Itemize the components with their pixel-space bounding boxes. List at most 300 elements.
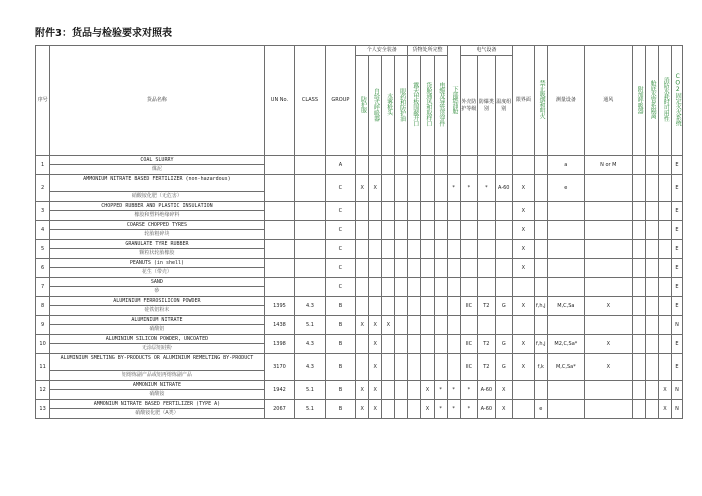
cell-c4: [395, 278, 408, 297]
cell-c1: [356, 354, 369, 381]
col-header-class: CLASS: [295, 46, 325, 156]
table-row: [36, 354, 683, 381]
cell-c4: [395, 316, 408, 335]
row-number: 5: [36, 240, 50, 259]
cell-c16: [658, 335, 671, 354]
col-header-un: UN No.: [264, 46, 294, 156]
cell-c8: [447, 221, 460, 240]
col-header-hatch: 露天甲板围蔽开口: [408, 56, 421, 156]
cell-cls: 5.1: [295, 316, 325, 335]
cell-un: 1398: [264, 335, 294, 354]
cell-c1: [356, 297, 369, 316]
cell-c6: [421, 240, 434, 259]
cell-c1: [356, 335, 369, 354]
cargo-name-cell: [50, 240, 265, 259]
cell-c12: X: [512, 259, 534, 278]
cell-c2: [369, 259, 382, 278]
cell-c13: [534, 240, 547, 259]
cargo-name-en: AMMONIUM NITRATE BASED FERTILIZER (TYPE A): [50, 400, 264, 409]
cell-c1: [356, 156, 369, 175]
cargo-name-en: AMMONIUM NITRATE BASED FERTILIZER (non-hazardous): [50, 175, 264, 192]
cell-c2: [369, 156, 382, 175]
cell-grp: B: [325, 354, 355, 381]
cell-c9: IIC: [460, 354, 477, 381]
col-header-breathing: 自给式呼吸器: [369, 56, 382, 156]
cell-v: [584, 202, 632, 221]
cell-cls: [295, 202, 325, 221]
cell-c17: E: [671, 354, 682, 381]
cell-c12: [512, 400, 534, 419]
cell-c14: [632, 278, 645, 297]
cell-grp: A: [325, 156, 355, 175]
cell-c4: [395, 202, 408, 221]
cell-c11: [495, 221, 512, 240]
cell-c5: [408, 221, 421, 240]
cell-c13: e: [534, 400, 547, 419]
cargo-name-cell: [50, 259, 265, 278]
cell-m: M,C,Sa: [547, 297, 584, 316]
cell-grp: B: [325, 381, 355, 400]
cell-c6: [421, 175, 434, 202]
cell-c3: [382, 297, 395, 316]
cell-c13: [534, 316, 547, 335]
cargo-name-en: GRANULATE TYRE RUBBER: [50, 240, 264, 249]
cell-c14: [632, 400, 645, 419]
cell-c9: IIC: [460, 335, 477, 354]
cell-c7: [434, 202, 447, 221]
cell-c15: [645, 259, 658, 278]
cell-c11: [495, 240, 512, 259]
cell-c9: [460, 316, 477, 335]
cell-cls: [295, 278, 325, 297]
cell-c14: [632, 156, 645, 175]
cell-c7: [434, 259, 447, 278]
cell-c16: [658, 202, 671, 221]
cell-c15: [645, 175, 658, 202]
cell-c12: [512, 381, 534, 400]
col-header-vent-open: 货舱通风和取样口: [421, 56, 434, 156]
cell-c12: X: [512, 240, 534, 259]
cell-cls: 4.3: [295, 335, 325, 354]
cell-m: M2,C,Sa*: [547, 335, 584, 354]
cargo-name-cell: [50, 335, 265, 354]
table-row: [36, 297, 683, 316]
cell-c3: [382, 278, 395, 297]
cell-c16: [658, 316, 671, 335]
table-row: [36, 156, 683, 175]
cell-c2: X: [369, 381, 382, 400]
cell-c1: X: [356, 400, 369, 419]
cell-c9: [460, 240, 477, 259]
col-header-waterspray: 消防水耗时可用性: [658, 46, 671, 156]
cell-c6: [421, 335, 434, 354]
cell-c10: [478, 278, 495, 297]
cell-c17: E: [671, 240, 682, 259]
cell-c6: [421, 221, 434, 240]
cell-c7: [434, 278, 447, 297]
cell-c17: N: [671, 400, 682, 419]
cell-c5: [408, 354, 421, 381]
cell-c13: [534, 259, 547, 278]
cell-c2: [369, 202, 382, 221]
cell-c10: *: [478, 175, 495, 202]
cell-c9: [460, 278, 477, 297]
cell-un: [264, 202, 294, 221]
cell-c4: [395, 381, 408, 400]
cell-c10: [478, 316, 495, 335]
cargo-name-cn: 砂: [154, 288, 160, 294]
cell-m: [547, 259, 584, 278]
col-header-boundary: 限界面: [512, 46, 534, 156]
cell-c13: f,h,j: [534, 335, 547, 354]
cell-c16: X: [658, 381, 671, 400]
cargo-name-cell: [50, 278, 265, 297]
cell-c5: [408, 400, 421, 419]
cell-v: [584, 278, 632, 297]
cell-c8: [447, 278, 460, 297]
cell-c13: [534, 381, 547, 400]
row-number: 12: [36, 381, 50, 400]
cell-c8: [447, 240, 460, 259]
cell-c17: E: [671, 278, 682, 297]
cargo-name-cell: [50, 202, 265, 221]
cell-c9: *: [460, 175, 477, 202]
cell-c7: *: [434, 381, 447, 400]
cell-c11: G: [495, 354, 512, 381]
cell-c3: [382, 240, 395, 259]
cell-grp: B: [325, 400, 355, 419]
cargo-name-en: SAND: [50, 278, 264, 287]
cargo-name-cell: [50, 354, 265, 381]
cell-c11: [495, 278, 512, 297]
cargo-name-en: COAL SLURRY: [50, 156, 264, 165]
cell-c16: X: [658, 400, 671, 419]
cell-c14: [632, 240, 645, 259]
cell-c8: [447, 202, 460, 221]
cell-m: [547, 278, 584, 297]
cell-c5: [408, 381, 421, 400]
col-header-bilge: 下部燃油舱: [447, 46, 460, 156]
cell-c5: [408, 156, 421, 175]
cell-c6: X: [421, 400, 434, 419]
cell-c1: [356, 221, 369, 240]
cell-c8: *: [447, 175, 460, 202]
row-number: 9: [36, 316, 50, 335]
cell-c14: [632, 202, 645, 221]
cell-c11: [495, 259, 512, 278]
cell-c4: [395, 335, 408, 354]
cell-c7: [434, 221, 447, 240]
cell-c3: [382, 354, 395, 381]
cell-c1: X: [356, 175, 369, 202]
cell-c13: [534, 156, 547, 175]
cargo-name-cn: 煤泥: [151, 166, 162, 172]
cell-c5: [408, 278, 421, 297]
cell-c1: [356, 259, 369, 278]
cell-c4: [395, 156, 408, 175]
cell-un: 1395: [264, 297, 294, 316]
cell-c5: [408, 240, 421, 259]
row-number: 11: [36, 354, 50, 381]
col-header-temp: 温度组别: [495, 56, 512, 156]
cargo-name-cell: [50, 316, 265, 335]
cell-c17: E: [671, 156, 682, 175]
cargo-name-cell: [50, 381, 265, 400]
cell-c6: [421, 278, 434, 297]
cell-v: N or M: [584, 156, 632, 175]
cell-c2: [369, 240, 382, 259]
cell-c4: [395, 221, 408, 240]
cell-grp: B: [325, 316, 355, 335]
cell-c13: [534, 221, 547, 240]
table-row: [36, 259, 683, 278]
cell-c10: T2: [478, 354, 495, 381]
cell-cls: 5.1: [295, 381, 325, 400]
cell-c15: [645, 156, 658, 175]
cell-c11: X: [495, 400, 512, 419]
cell-c10: T2: [478, 335, 495, 354]
cell-c9: [460, 221, 477, 240]
cargo-name-cn: 橡胶和塑料绝缘碎料: [134, 212, 180, 218]
table-row: [36, 316, 683, 335]
cargo-name-cell: [50, 221, 265, 240]
cargo-name-cn: 无涂层铝硅粉: [141, 345, 172, 351]
col-header-smoking: 禁止吸烟和明火: [534, 46, 547, 156]
cell-c11: A-60: [495, 175, 512, 202]
cell-c5: [408, 175, 421, 202]
cell-c14: [632, 175, 645, 202]
cell-c4: [395, 400, 408, 419]
cell-c6: [421, 316, 434, 335]
cell-c15: [645, 316, 658, 335]
cell-un: 2067: [264, 400, 294, 419]
cell-c5: [408, 316, 421, 335]
cell-m: [547, 221, 584, 240]
cell-c3: [382, 335, 395, 354]
cell-c7: [434, 175, 447, 202]
cell-c10: [478, 202, 495, 221]
cell-c17: E: [671, 297, 682, 316]
cell-c13: f,h,j: [534, 297, 547, 316]
col-header-bilge-iso: 舱底水管系隔离: [645, 46, 658, 156]
cell-m: M,C,Sa*: [547, 354, 584, 381]
cell-c2: [369, 221, 382, 240]
cell-m: e: [547, 175, 584, 202]
cell-c13: f,k: [534, 354, 547, 381]
cell-c3: [382, 400, 395, 419]
col-header-explosion: 外壳防护等级: [460, 56, 477, 156]
cell-c15: [645, 381, 658, 400]
row-number: 8: [36, 297, 50, 316]
cell-c14: [632, 354, 645, 381]
cell-grp: B: [325, 335, 355, 354]
cell-c16: [658, 175, 671, 202]
cell-c17: E: [671, 259, 682, 278]
cell-c12: X: [512, 175, 534, 202]
cell-c2: X: [369, 354, 382, 381]
row-number: 10: [36, 335, 50, 354]
cell-c3: [382, 259, 395, 278]
cell-c12: X: [512, 335, 534, 354]
cell-c10: [478, 240, 495, 259]
cell-c17: E: [671, 335, 682, 354]
col-header-measure: 测量设备: [547, 46, 584, 156]
cell-c16: [658, 297, 671, 316]
cell-c15: [645, 278, 658, 297]
cell-c7: *: [434, 400, 447, 419]
cell-grp: C: [325, 278, 355, 297]
cell-v: [584, 400, 632, 419]
cell-c16: [658, 354, 671, 381]
cell-c14: [632, 221, 645, 240]
table-row: [36, 175, 683, 202]
cell-c14: [632, 297, 645, 316]
cell-c7: [434, 240, 447, 259]
cell-c2: X: [369, 175, 382, 202]
cell-c4: [395, 354, 408, 381]
cell-v: [584, 221, 632, 240]
row-number: 1: [36, 156, 50, 175]
cell-grp: C: [325, 240, 355, 259]
cell-v: [584, 381, 632, 400]
cell-c12: [512, 156, 534, 175]
cell-c5: [408, 335, 421, 354]
col-header-cable: 电缆及导管贯穿件: [434, 56, 447, 156]
cargo-name-en: ALUMINIUM SILICON POWDER, UNCOATED: [50, 335, 264, 344]
cell-c4: [395, 175, 408, 202]
cell-c8: [447, 259, 460, 278]
cell-c3: [382, 381, 395, 400]
row-number: 13: [36, 400, 50, 419]
col-header-co2: CO2固定灭火系统: [671, 46, 682, 156]
cell-m: [547, 400, 584, 419]
cell-cls: 4.3: [295, 297, 325, 316]
cargo-name-cell: [50, 156, 265, 175]
row-number: 4: [36, 221, 50, 240]
col-header-name: 货品名称: [50, 46, 265, 156]
cell-c9: [460, 202, 477, 221]
cell-c17: N: [671, 316, 682, 335]
cell-c9: [460, 156, 477, 175]
cell-c11: X: [495, 381, 512, 400]
cargo-name-cn: 轮胎粗碎块: [144, 231, 170, 237]
col-header-seq: 序号: [36, 46, 50, 156]
cell-c1: [356, 278, 369, 297]
cargo-name-en: COARSE CHOPPED TYRES: [50, 221, 264, 230]
table-row: [36, 335, 683, 354]
cell-c14: [632, 316, 645, 335]
page-title: 附件3：货品与检验要求对照表: [35, 28, 172, 39]
cargo-name-cn: 颗粒状轮胎橡胶: [139, 250, 175, 256]
cargo-requirements-table: [35, 45, 683, 419]
cargo-name-en: ALUMINIUM SMELTING BY-PRODUCTS OR ALUMINIUM REMELTING BY-PRODUCT: [50, 354, 264, 371]
cargo-name-cn: 硝酸铵化肥（无危害）: [131, 193, 182, 199]
cell-c3: [382, 156, 395, 175]
table-row: [36, 381, 683, 400]
cell-m: [547, 202, 584, 221]
cell-c13: [534, 202, 547, 221]
cell-c12: X: [512, 297, 534, 316]
cell-c8: [447, 335, 460, 354]
cell-c17: E: [671, 175, 682, 202]
cell-c10: [478, 221, 495, 240]
cell-c12: X: [512, 354, 534, 381]
cell-un: 1438: [264, 316, 294, 335]
cell-c15: [645, 297, 658, 316]
cargo-name-en: CHOPPED RUBBER AND PLASTIC INSULATION: [50, 202, 264, 211]
cell-c8: *: [447, 381, 460, 400]
cell-c13: [534, 278, 547, 297]
cell-c15: [645, 335, 658, 354]
cell-v: X: [584, 297, 632, 316]
cell-cls: [295, 221, 325, 240]
cell-c12: X: [512, 221, 534, 240]
col-header-protective: 防护服: [356, 56, 369, 156]
cell-c1: X: [356, 316, 369, 335]
col-header-eyewash: 眼药和防护油: [395, 56, 408, 156]
cell-c2: X: [369, 316, 382, 335]
cell-un: [264, 259, 294, 278]
cargo-name-cn: 铝熔炼副产品或铝再熔炼副产品: [121, 372, 192, 378]
cell-c12: [512, 316, 534, 335]
cell-c17: E: [671, 221, 682, 240]
cell-c9: IIC: [460, 297, 477, 316]
cell-c16: [658, 240, 671, 259]
cell-c16: [658, 156, 671, 175]
cell-cls: 4.3: [295, 354, 325, 381]
cargo-name-en: ALUMINIUM FERROSILICON POWDER: [50, 297, 264, 306]
row-number: 7: [36, 278, 50, 297]
cell-c16: [658, 221, 671, 240]
table-row: [36, 278, 683, 297]
cell-c1: X: [356, 381, 369, 400]
cargo-name-cn: 硝酸铵: [149, 391, 165, 397]
cell-v: X: [584, 335, 632, 354]
cell-m: a: [547, 156, 584, 175]
cell-cls: [295, 240, 325, 259]
cell-un: 3170: [264, 354, 294, 381]
table-row: [36, 221, 683, 240]
cell-m: [547, 240, 584, 259]
group-header-electric: 电气设备: [460, 46, 512, 56]
cargo-name-en: AMMONIUM NITRATE: [50, 381, 264, 390]
cell-c5: [408, 259, 421, 278]
cell-cls: [295, 156, 325, 175]
cell-grp: C: [325, 175, 355, 202]
header-row-groups: [36, 46, 683, 56]
cell-c11: G: [495, 297, 512, 316]
cargo-name-cell: [50, 175, 265, 202]
cell-c14: [632, 259, 645, 278]
cell-c8: *: [447, 400, 460, 419]
cell-c8: [447, 316, 460, 335]
cell-c11: G: [495, 335, 512, 354]
cell-c8: [447, 354, 460, 381]
table-row: [36, 202, 683, 221]
cell-c7: [434, 297, 447, 316]
cell-un: [264, 278, 294, 297]
cell-c3: [382, 221, 395, 240]
cell-c12: X: [512, 202, 534, 221]
cell-c15: [645, 221, 658, 240]
cell-c6: [421, 297, 434, 316]
cell-c3: [382, 175, 395, 202]
cell-un: 1942: [264, 381, 294, 400]
cell-c7: [434, 335, 447, 354]
cell-v: X: [584, 354, 632, 381]
cargo-name-cn: 花生（带壳）: [141, 269, 172, 275]
cell-c10: A-60: [478, 381, 495, 400]
